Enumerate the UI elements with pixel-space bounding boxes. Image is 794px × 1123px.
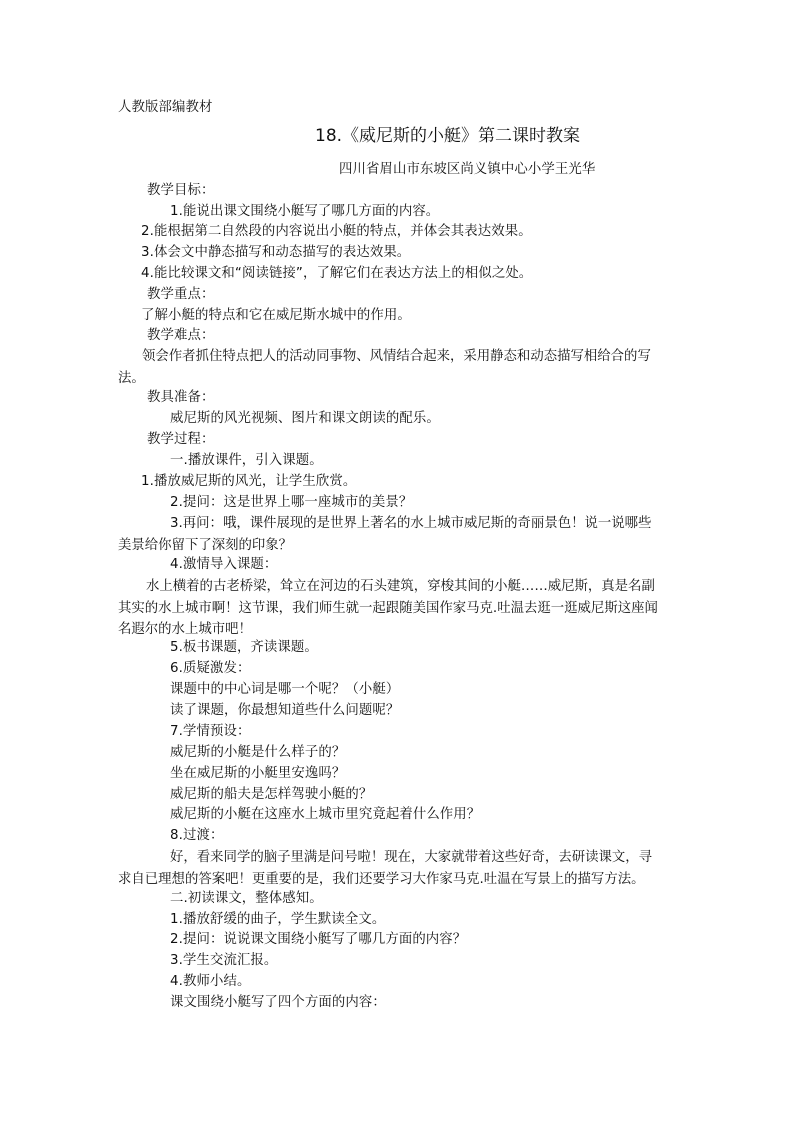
step-item: 1.播放舒缓的曲子，学生默读全文。	[170, 912, 386, 927]
step-item: 4.教师小结。	[170, 974, 251, 989]
preset-item: 威尼斯的小艇在这座水上城市里究竟起着什么作用？	[170, 807, 481, 822]
transition-paragraph: 好，看来同学的脑子里满是问号啦！现在，大家就带着这些好奇，去研读课文，寻求自已理想的答案吧！更重要的是，我们还要学习大作家马克.吐温在写景上的描写方法。	[118, 850, 653, 887]
preset-item: 威尼斯的小艇是什么样子的？	[170, 745, 346, 760]
prep-text: 威尼斯的风光视频、图片和课文朗读的配乐。	[170, 411, 440, 426]
step-item: 3.学生交流汇报。	[170, 953, 278, 968]
process-heading: 教学过程：	[147, 432, 215, 447]
goal-item: 4.能比较课文和“阅读链接”，了解它们在表达方法上的相似之处。	[141, 266, 533, 281]
question-item: 课题中的中心词是哪一个呢？（小艇）	[170, 682, 400, 697]
step-item: 4.激情导入课题：	[170, 557, 278, 572]
summary-line: 课文围绕小艇写了四个方面的内容：	[170, 995, 386, 1010]
goal-item: 1.能说出课文围绕小艇写了哪几方面的内容。	[170, 204, 440, 219]
intro-paragraph: 水上横着的古老桥梁，耸立在河边的石头建筑，穿梭其间的小艇……威尼斯，真是名副其实的水上城市啊！这节课，我们师生就一起跟随美国作家马克.吐温去逛一逛威尼斯这座闻名遐尔的水上城市吧！	[118, 579, 658, 637]
goals-heading: 教学目标：	[147, 183, 215, 198]
goal-item: 2.能根据第二自然段的内容说出小艇的特点，并体会其表达效果。	[141, 224, 532, 239]
difficulty-text: 领会作者抓住特点把人的活动同事物、风情结合起来，采用静态和动态描写相给合的写法。	[118, 349, 651, 386]
step-item: 8.过渡：	[170, 828, 224, 843]
step-item: 2.提问：说说课文围绕小艇写了哪几方面的内容？	[170, 932, 467, 947]
step-item: 5.板书课题，齐读课题。	[170, 640, 318, 655]
section-heading: 一.播放课件，引入课题。	[170, 453, 323, 468]
key-text: 了解小艇的特点和它在威尼斯水城中的作用。	[141, 308, 411, 323]
author-line: 四川省眉山市东坡区尚义镇中心小学王光华	[339, 162, 596, 177]
step-item: 7.学情预设：	[170, 724, 251, 739]
question-item: 读了课题，你最想知道些什么问题呢？	[170, 703, 400, 718]
preset-item: 坐在威尼斯的小艇里安逸吗？	[170, 766, 346, 781]
key-heading: 教学重点：	[147, 287, 215, 302]
step-item: 6.质疑激发：	[170, 661, 251, 676]
goal-item: 3.体会文中静态描写和动态描写的表达效果。	[141, 245, 411, 260]
document-title: 18.《威尼斯的小艇》第二课时教案	[315, 126, 581, 146]
step-item: 3.再问：哦，课件展现的是世界上著名的水上城市威尼斯的奇丽景色！说一说哪些美景给你留下了深刻的印象？	[118, 516, 652, 553]
step-item: 2.提问：这是世界上哪一座城市的美景？	[170, 495, 413, 510]
prep-heading: 教具准备：	[147, 390, 215, 405]
preset-item: 威尼斯的船夫是怎样驾驶小艇的？	[170, 787, 373, 802]
publisher-label: 人教版部编教材	[118, 100, 213, 115]
section-heading: 二.初读课文，整体感知。	[170, 891, 323, 906]
step-item: 1.播放威尼斯的风光，让学生欣赏。	[141, 474, 357, 489]
difficulty-heading: 教学难点：	[147, 328, 215, 343]
